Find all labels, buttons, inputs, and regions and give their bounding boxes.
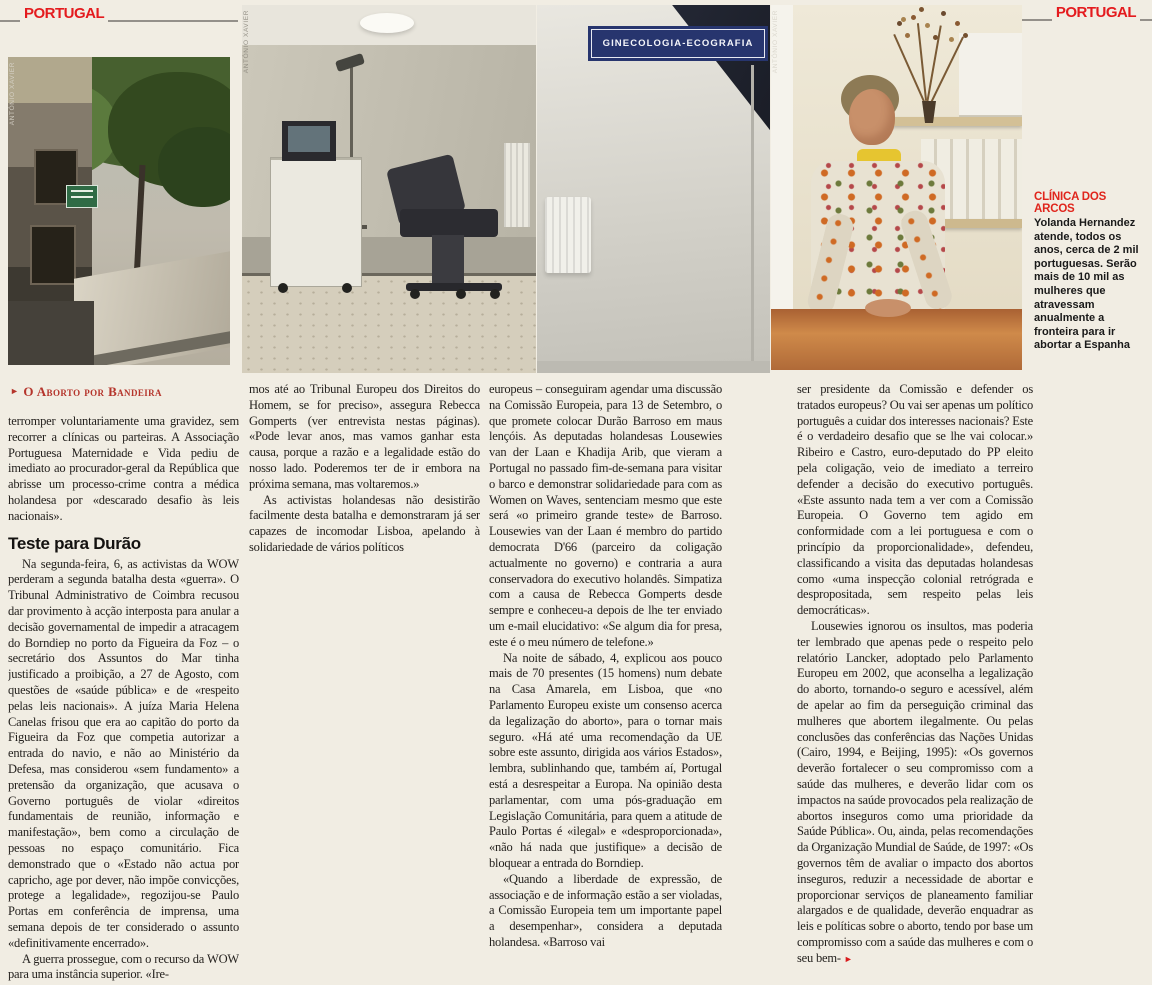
photo-clinic-portrait: [771, 5, 1022, 370]
article-column-3: [489, 382, 722, 985]
paragraph: Na noite de sábado, 4, explicou aos pouco mais de 70 presentes (15 homens) num debate na Casa Amarela, em Lisboa, que «no Parlamento Europeu existe um consenso acerca da legalização do aborto», para o tornar mais seguro. «Há até uma recomendação da UE sobre este assunto, dirigida aos vários Estados», lembra, sublinhando que, também aí, Portugal está a desrespeitar a Europa. Na opinião desta parlamentar, com uma pós-graduação em Legislação Comunitária, para quem a atitude de Paulo Portas é «ilegal» e «desproporcionada», «não há nada que justifique» a decisão de bloquear a entrada do Borndiep.: [489, 650, 722, 870]
trolley-wheel: [278, 283, 288, 293]
shelf-board: [883, 117, 1022, 126]
clinic-street-sign: [66, 185, 98, 208]
woman-hands: [865, 299, 911, 317]
paragraph-text: Lousewies ignorou os insultos, mas poderia ter lembrado que apenas pede o respeito pelo relatório Lancker, adoptado pelo Parlamento Europeu em 2002, que aconselha a legalização do aborto, tornando-o seguro e acessível, além de apelar ao fim da perseguição criminal das mulheres que abortem ilegalmente. Ou pelas conclusões das conferências das Nações Unidas (Cairo, 1994, e Beijing, 1995): «Os governos deverão fortalecer o seu compromisso com a saúde das mulheres, e deverão lidar com os impactos na saúde provocados pela realização de abortos inseguros como uma prioridade da Saúde Pública». Ou, ainda, pelas recomendações da Organização Mundial de Saúde, de 1997: «Os governos têm de avaliar o impacto dos abortos inseguros, reduzir a necessidade de abortar e proporcionar serviços de planeamento familiar alargados e de qualidade, deverão enquadrar as leis e políticas sobre o aborto, tendo por base um compromisso com a saúde das mulheres e com o seu bem-: [797, 618, 1033, 965]
paragraph: ser presidente da Comissão e defender os tratados europeus? Ou vai ser apenas um político português a cuidar dos interesses nacionais? Este é o verdadeiro desafio que se lhe vai colocar.» Ribeiro e Castro, euro-deputado do PP eleito pela coligação, veio de imediato a terreiro defender a decisão do executivo português. «Este assunto nada tem a ver com a Comissão Europeia. O Governo tem agido em conformidade com a lei portuguesa e com o princípio da proporcionalidade», defendeu, classificando a visita das deputadas holandesas como «uma inspecção colonial retrógrada e despropositada, sem respeito pelas leis democráticas».: [797, 382, 1033, 618]
photo-corridor: [537, 5, 770, 373]
paragraph: A guerra prossegue, com o recurso da WOW para uma instância superior. «Ire-: [8, 951, 239, 982]
trolley-wheel: [342, 283, 352, 293]
section-header-left: PORTUGAL: [20, 5, 108, 22]
ceiling-light: [360, 13, 414, 33]
ground-shadow: [8, 301, 94, 365]
paragraph: As activistas holandesas não desistirão facilmente desta batalha e demonstraram já ser capazes de incomodar Lisboa, apelando à solidariedade de vários políticos: [249, 492, 480, 554]
paragraph: Na segunda-feira, 6, as activistas da WOW perderam a segunda batalha desta «guerra». O Tribunal Administrativo de Coimbra recusou dar provimento à acção interposta para anular a decisão governamental de impedir a atracagem do Borndiep no porto da Figueira da Foz – o secretário dos Assuntos do Mar tinha justificado a proibição, a 27 de Agosto, com questões de «saúde pública» e de «respeito pelas leis nacionais». A juíza Maria Helena Canelas frisou que era ao capitão do porto da Figueira da Foz que competia autorizar a entrada do navio, e não ao Ministério da Defesa, mas considerou «sem fundamento» a pretensão da organização, que acusava o Governo português de violar «direitos fundamentais de reunião, informação e manifestação», bem como a circulação de pessoas no espaço comunitário. Fica demonstrado que o «Estado não actua por capricho, age por dever, não impõe convicções, protege a legalidade», regozijou-se Paulo Portas em conferência de imprensa, uma semana depois de ter considerado o assunto «definitivamente encerrado».: [8, 556, 239, 950]
photo-kicker: [10, 384, 162, 400]
section-subhead: Teste para Durão: [8, 533, 141, 553]
photo-credit: ANTÓNIO XAVIER: [9, 62, 16, 126]
section-header-right: PORTUGAL: [1052, 4, 1140, 21]
paragraph: europeus – conseguiram agendar uma discussão na Comissão Europeia, para 13 de Setembro, o que promete colocar Durão Barroso em maus lençóis. As deputadas holandesas Lousewies van der Laan e Khadija Arib, que vieram a Portugal no passado fim-de-semana para visitar o barco e demonstrar solidariedade para com as Women on Waves, sentenciam mesmo que este será «o primeiro grande teste» de Barroso. Lousewies van der Laan é membro do partido democrata D'66 (parceiro da coligação actualmente no governo) e contraria a aura conservadora do executivo holandês. Simpatiza com a causa de Rebecca Gomperts desde sempre e conheceu-a depois de lhe ter enviado um e-mail elucidativo: «Se algum dia for presa, este é o meu número de telefone.»: [489, 382, 722, 649]
dried-flowers: [897, 21, 902, 26]
continuation-arrow-icon: ►: [843, 953, 853, 964]
table-wheel: [410, 289, 420, 299]
department-sign: [591, 29, 765, 58]
exam-table-base: [406, 283, 502, 291]
paragraph: [797, 619, 1033, 968]
building-window: [30, 225, 76, 285]
photo-caption-block: [1034, 191, 1149, 353]
article-column-4: [797, 382, 1033, 985]
woman-face: [849, 89, 895, 145]
paragraph: mos até ao Tribunal Europeu dos Direitos do Homem, se for preciso», assegura Rebecca Gomperts (ver entrevista nestas páginas). «Pode levar anos, mas vamos ganhar esta causa, porque a razão e a legalidade estão do nosso lado. Poderemos ter de ir embora na próxima semana, mas voltaremos.»: [249, 382, 480, 491]
photo-credit: ANTÓNIO XAVIER: [243, 10, 250, 74]
dark-corner: [537, 5, 770, 373]
photo-credit: ANTÓNIO XAVIER: [772, 10, 779, 74]
department-sign-label: GINECOLOGIA-ECOGRAFIA: [602, 38, 754, 49]
table-wheel: [490, 289, 500, 299]
floor-shadow: [537, 361, 770, 373]
arrow-icon: ►: [10, 386, 20, 396]
kicker-label: O Aborto por Bandeira: [23, 384, 162, 399]
photo-street-scene: [8, 57, 230, 365]
exam-table-seat: [400, 209, 498, 237]
table-wheel: [456, 289, 466, 299]
article-column-1: [8, 414, 239, 985]
paragraph: terromper voluntariamente uma gravidez, sem recorrer a clínicas ou parteiras. A Associação Portuguesa Maternidade e Vida pediu de imediato ao procurador-geral da República que abrisse um processo-crime contra a médica holandesa por «descarado desafio às leis nacionais».: [8, 414, 239, 523]
caption-title: CLÍNICA DOS ARCOS: [1034, 191, 1107, 215]
tree-canopy: [158, 127, 230, 207]
article-column-2: [249, 382, 480, 985]
paragraph: «Quando a liberdade de expressão, de associação e de informação estão a ser violadas, a Comissão Europeia tem um importante papel a desempenhar», considera a deputada holandesa. «Barroso vai: [489, 871, 722, 949]
ultrasound-monitor: [282, 121, 336, 161]
ultrasound-trolley: [270, 157, 362, 287]
flower-stem: [926, 25, 942, 102]
storage-boxes: [959, 33, 1022, 117]
caption-body: Yolanda Hernandez atende, todos os anos, cerca de 2 mil portuguesas. Serão mais de 10 mil as mulheres que atravessam anualmente a fronteira para ir abortar a Espanha: [1034, 217, 1139, 352]
photo-exam-room: [242, 5, 536, 373]
wooden-desk: [771, 309, 1022, 370]
exam-table-column: [432, 235, 464, 283]
corridor-radiator: [545, 197, 591, 273]
door-edge: [751, 65, 754, 373]
wall-radiator: [504, 143, 530, 227]
